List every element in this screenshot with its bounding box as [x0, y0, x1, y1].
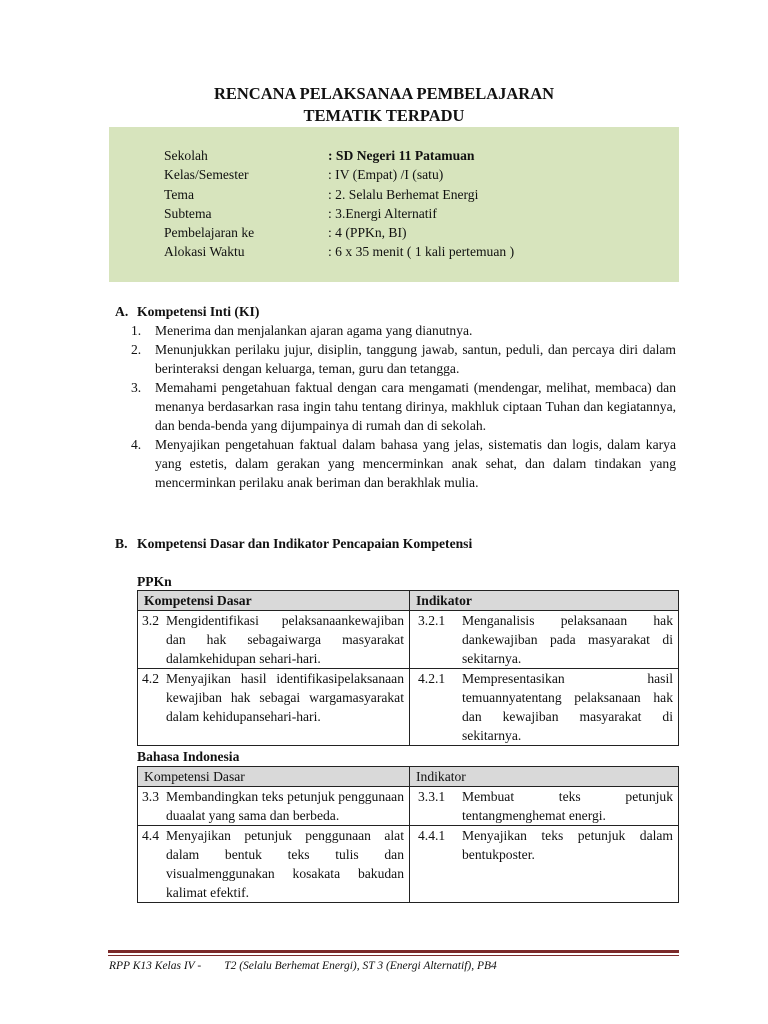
table-cell-indicator: [410, 611, 679, 669]
indicator-number: 4.2.1: [418, 671, 446, 686]
table-header-row: [138, 591, 679, 611]
section-b-heading: [115, 534, 472, 553]
indicator-text: Membuat teks petunjuk tentangmenghemat energi.: [462, 789, 673, 823]
kd-number: 3.2: [142, 613, 159, 628]
table-row: [138, 787, 679, 826]
footer-divider: [108, 950, 679, 953]
table-row: [138, 826, 679, 903]
identity-value: : 4 (PPKn, BI): [328, 225, 407, 240]
indicator-text: Mempresentasikan hasil temuannyatentang pelaksanaan hak dan kewajiban masyarakat di sekitarnya.: [462, 671, 673, 743]
table-cell-kd: [138, 669, 410, 746]
kd-text: Mengidentifikasi pelaksanaankewajiban dan hak sebagaiwarga masyarakat dalamkehidupan sehari-hari.: [166, 613, 404, 666]
item-text: Menerima dan menjalankan ajaran agama yang dianutnya.: [155, 323, 473, 338]
indicator-text: Menyajikan teks petunjuk dalam bentukposter.: [462, 828, 673, 862]
section-letter: B.: [115, 536, 128, 551]
kd-text: Menyajikan hasil identifikasipelaksanaan kewajiban hak sebagai wargamasyarakat dalam kehidupansehari-hari.: [166, 671, 404, 724]
item-text: Menyajikan pengetahuan faktual dalam bahasa yang jelas, sistematis dan logis, dalam karya yang estetis, dalam gerakan yang mencerminkan anak sehat, dan dalam tindakan yang mencerminkan perilaku anak beriman dan berakhlak mulia.: [155, 437, 676, 490]
section-title: Kompetensi Dasar dan Indikator Pencapaian Kompetensi: [137, 536, 473, 551]
identity-box: [109, 127, 679, 282]
identity-label: Sekolah: [164, 148, 208, 163]
indicator-number: 4.4.1: [418, 828, 446, 843]
table-cell-kd: [138, 787, 410, 826]
identity-label: Pembelajaran ke: [164, 225, 255, 240]
table-header-row: [138, 767, 679, 787]
identity-label: Alokasi Waktu: [164, 244, 245, 259]
ppkn-competency-table: [137, 590, 679, 746]
identity-label: Tema: [164, 187, 194, 202]
identity-row-lesson: [164, 223, 664, 242]
identity-row-school: [164, 146, 664, 165]
identity-value: : SD Negeri 11 Patamuan: [328, 148, 475, 163]
identity-row-class: [164, 165, 664, 184]
item-text: Memahami pengetahuan faktual dengan cara mengamati (mendengar, melihat, membaca) dan menanya berdasarkan rasa ingin tahu tentang dirinya, makhluk ciptaan Tuhan dan kegiatannya, dan benda-benda yang dijumpainya di rumah dan di sekolah.: [155, 380, 676, 433]
indicator-number: 3.2.1: [418, 613, 446, 628]
kd-text: Membandingkan teks petunjuk penggunaan duaalat yang sama dan berbeda.: [166, 789, 404, 823]
column-header-basic-competency: Kompetensi Dasar: [138, 767, 410, 787]
identity-value: : 3.Energi Alternatif: [328, 206, 437, 221]
subject-heading-bahasa-indonesia: Bahasa Indonesia: [137, 749, 240, 764]
identity-value: : 6 x 35 menit ( 1 kali pertemuan ): [328, 244, 515, 259]
item-number: 1.: [131, 323, 142, 338]
document-subtitle: TEMATIK TERPADU: [303, 106, 465, 125]
list-item: [131, 378, 676, 435]
document-title: RENCANA PELAKSANAA PEMBELAJARAN: [213, 84, 555, 103]
list-item: [131, 321, 676, 340]
item-text: Menunjukkan perilaku jujur, disiplin, tanggung jawab, santun, peduli, dan percaya diri dalam berinteraksi dengan keluarga, teman, guru dan tetangga.: [155, 342, 676, 376]
table-cell-indicator: [410, 787, 679, 826]
section-letter: A.: [115, 304, 129, 319]
identity-value: : 2. Selalu Berhemat Energi: [328, 187, 479, 202]
identity-row-time: [164, 242, 664, 261]
list-item: [131, 340, 676, 378]
identity-row-theme: [164, 185, 664, 204]
footer-divider-thin: [108, 955, 679, 956]
table-cell-kd: [138, 826, 410, 903]
section-title: Kompetensi Inti (KI): [137, 304, 260, 319]
column-header-indicator: Indikator: [410, 767, 679, 787]
table-row: [138, 611, 679, 669]
bi-competency-table: [137, 766, 679, 903]
page-footer: RPP K13 Kelas IV - T2 (Selalu Berhemat Energi), ST 3 (Energi Alternatif), PB4: [109, 960, 497, 972]
indicator-number: 3.3.1: [418, 789, 446, 804]
section-a-heading: [115, 302, 259, 321]
indicator-text: Menganalisis pelaksanaan hak dankewajiban pada masyarakat di sekitarnya.: [462, 613, 673, 666]
list-item: [131, 435, 676, 492]
kd-number: 3.3: [142, 789, 159, 804]
column-header-indicator: Indikator: [410, 591, 679, 611]
item-number: 4.: [131, 437, 142, 452]
table-cell-indicator: [410, 669, 679, 746]
identity-label: Kelas/Semester: [164, 167, 249, 182]
item-number: 2.: [131, 342, 142, 357]
table-cell-kd: [138, 611, 410, 669]
core-competency-list: [131, 321, 676, 492]
kd-number: 4.2: [142, 671, 159, 686]
subject-heading-ppkn: PPKn: [137, 574, 172, 589]
kd-number: 4.4: [142, 828, 159, 843]
kd-text: Menyajikan petunjuk penggunaan alat dalam bentuk teks tulis dan visualmenggunakan kosakata bakudan kalimat efektif.: [166, 828, 404, 900]
item-number: 3.: [131, 380, 142, 395]
table-row: [138, 669, 679, 746]
identity-row-subtheme: [164, 204, 664, 223]
identity-value: : IV (Empat) /I (satu): [328, 167, 444, 182]
identity-label: Subtema: [164, 206, 212, 221]
column-header-basic-competency: Kompetensi Dasar: [138, 591, 410, 611]
table-cell-indicator: [410, 826, 679, 903]
